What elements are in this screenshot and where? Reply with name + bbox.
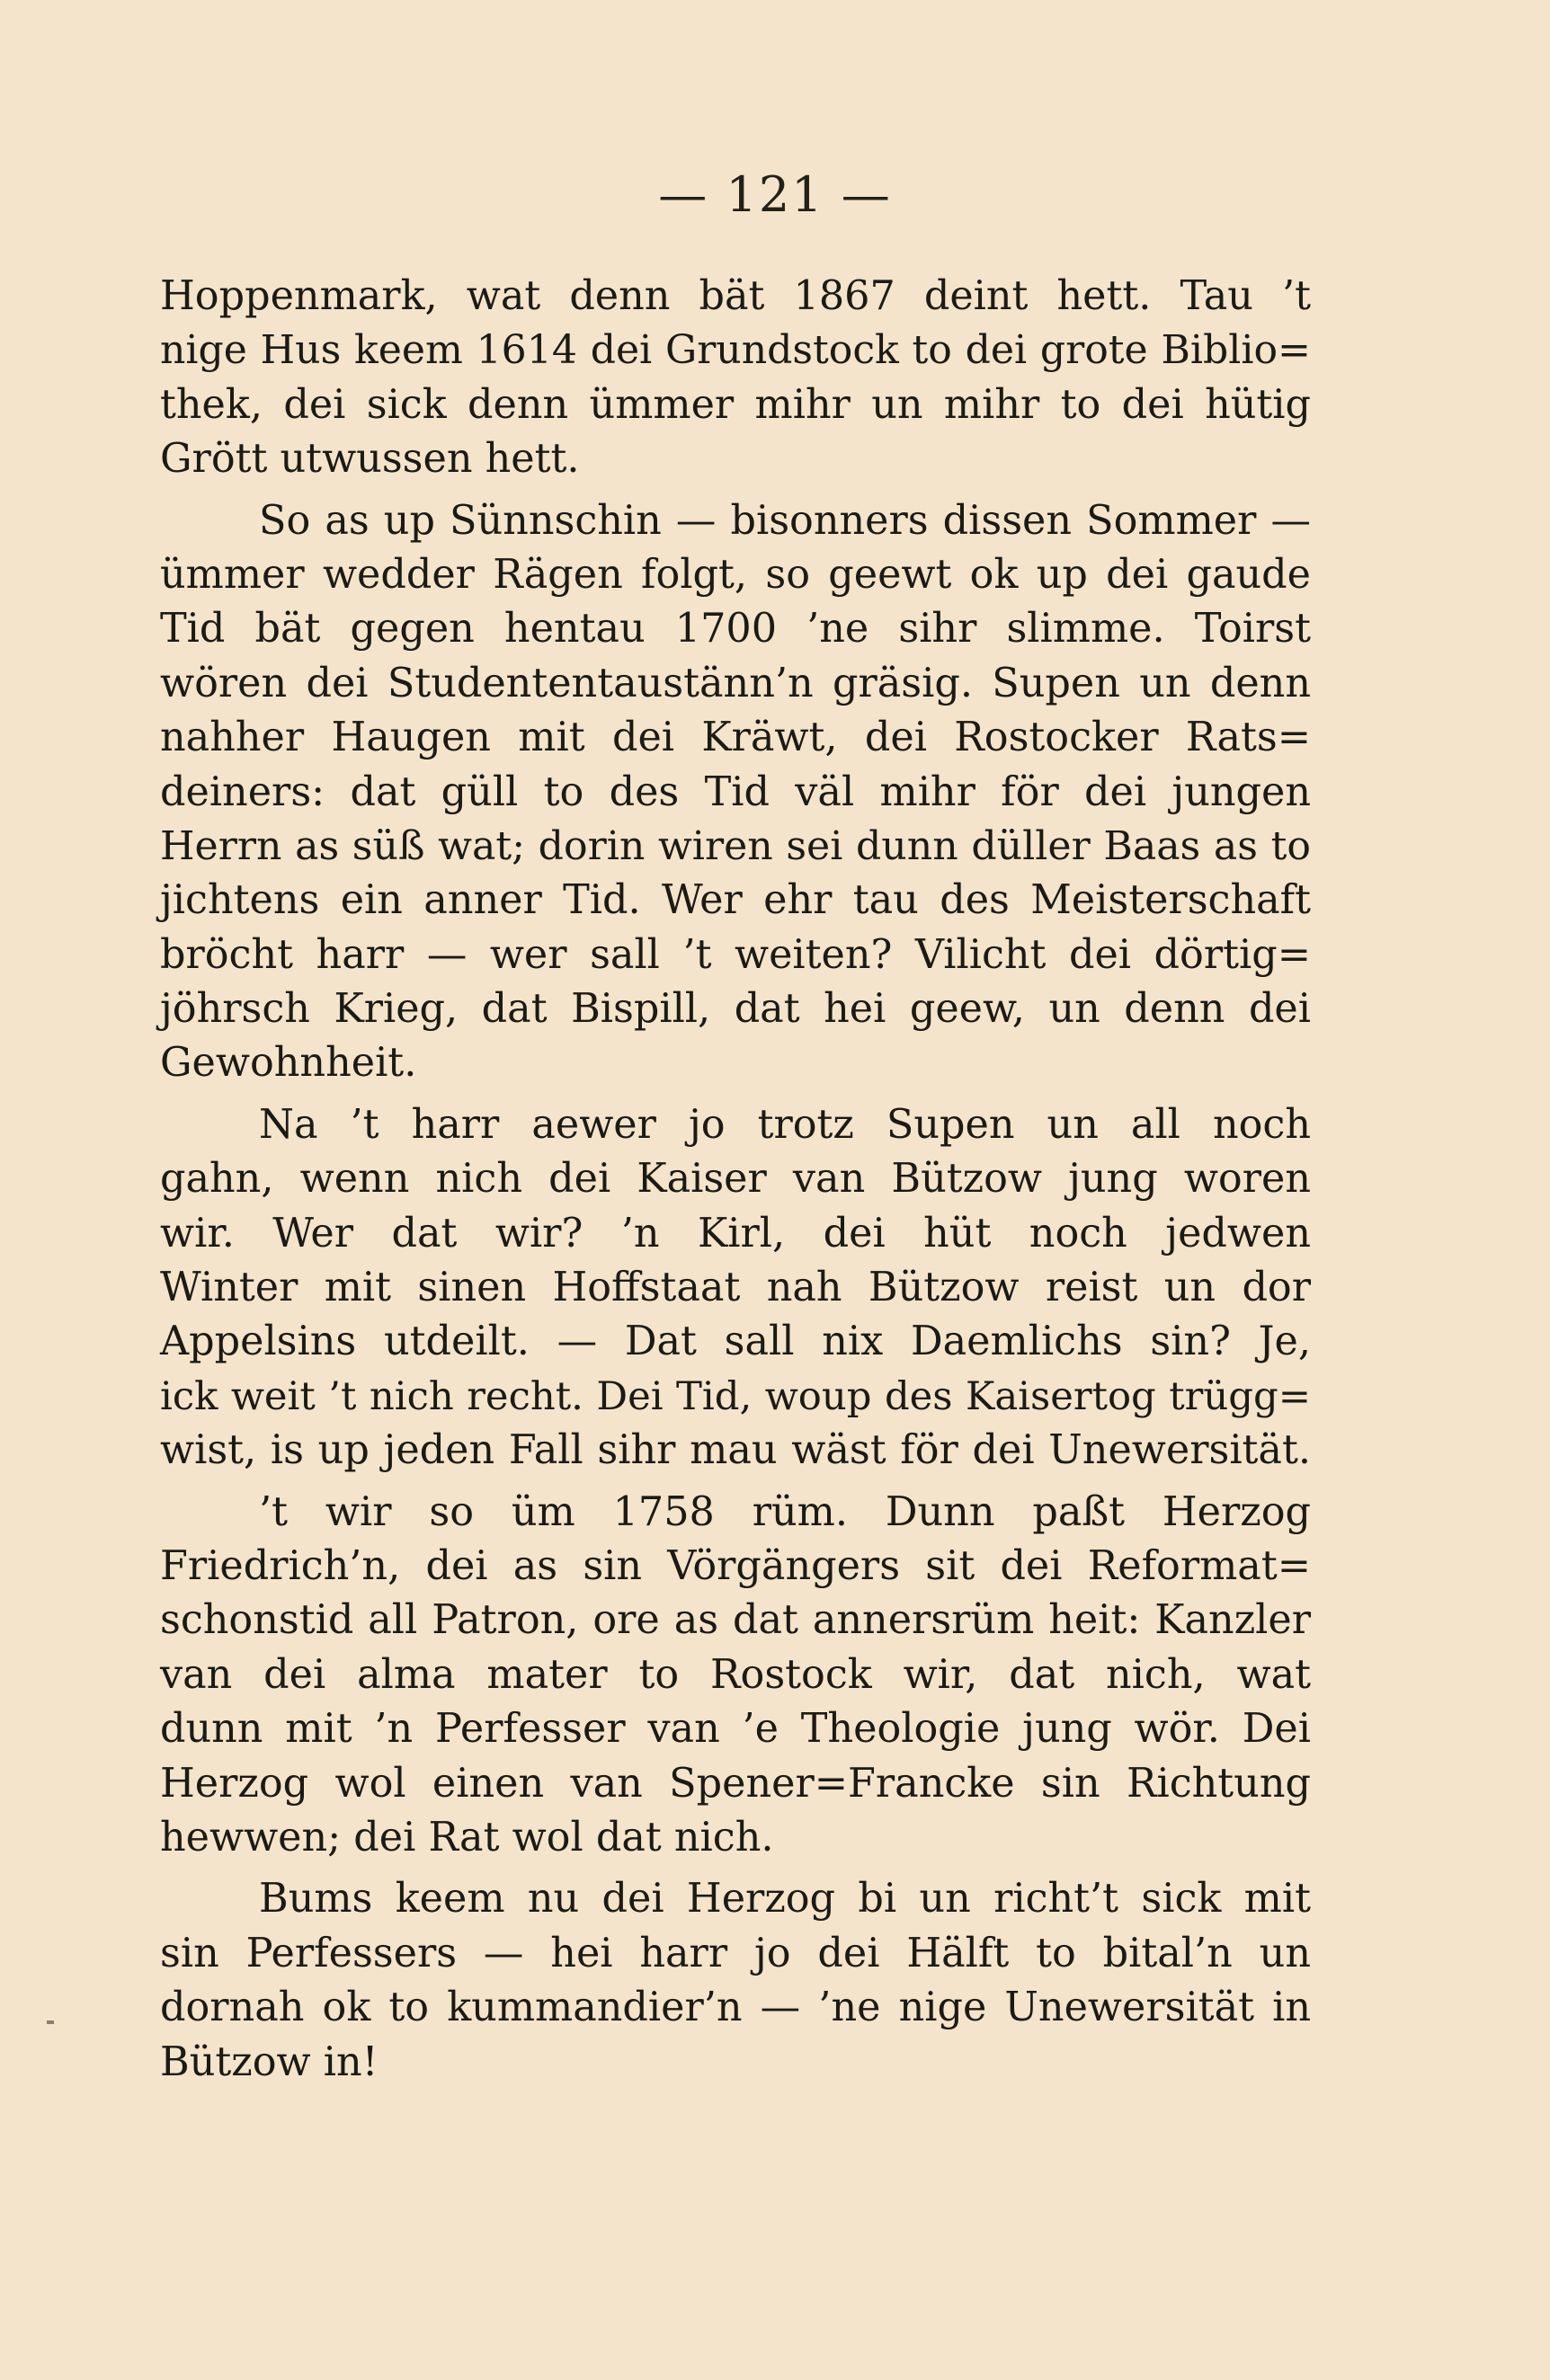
paragraph — [160, 494, 1311, 1091]
text-line: Friedrich’n, dei as sin Vörgängers sit dei Reformat= — [160, 1542, 1311, 1589]
text-line: Appelsins utdeilt. — Dat sall nix Daemlichs sin? Je, — [160, 1319, 1311, 1365]
paragraph — [160, 1486, 1311, 1866]
text-line: thek, dei sick denn ümmer mihr un mihr to dei hütig — [160, 381, 1311, 428]
text-line: Tid bät gegen hentau 1700 ’ne sihr slimme. Toirst — [160, 606, 1311, 653]
paragraph — [160, 1098, 1311, 1479]
text-line: gahn, wenn nich dei Kaiser van Bützow jung woren — [160, 1156, 1311, 1203]
text-line: Winter mit sinen Hoffstaat nah Bützow reist un dor — [160, 1265, 1311, 1311]
text-line: sin Perfessers — hei harr jo dei Hälft to bital’n un — [160, 1930, 1311, 1976]
text-line: Grött utwussen hett. — [160, 436, 580, 483]
text-line: Herzog wol einen van Spener=Francke sin Richtung — [160, 1760, 1311, 1807]
text-line: van dei alma mater to Rostock wir, dat nich, wat — [160, 1651, 1311, 1698]
text-line: wist, is up jeden Fall sihr mau wäst för dei Unewersität. — [160, 1427, 1311, 1474]
text-line: jichtens ein anner Tid. Wer ehr tau des Meisterschaft — [160, 877, 1311, 924]
text-line: schonstid all Patron, ore as dat annersrüm heit: Kanzler — [160, 1597, 1311, 1644]
text-line: wir. Wer dat wir? ’n Kirl, dei hüt noch jedwen — [160, 1210, 1311, 1257]
text-line: ’t wir so üm 1758 rüm. Dunn paßt Herzog — [259, 1488, 1311, 1535]
text-line: deiners: dat güll to des Tid väl mihr för dei jungen — [160, 768, 1311, 815]
text-line: So as up Sünnschin — bisonners dissen Sommer — — [259, 497, 1311, 544]
text-line: ick weit ’t nich recht. Dei Tid, woup des Kaisertog trügg= — [160, 1373, 1311, 1419]
page-number: — 121 — — [658, 166, 892, 223]
text-line: Herrn as süß wat; dorin wiren sei dunn düller Baas as to — [160, 822, 1311, 869]
text-line: jöhrsch Krieg, dat Bispill, dat hei geew, un denn dei — [160, 986, 1311, 1033]
paragraph — [160, 1872, 1311, 2090]
margin-mark — [47, 2020, 54, 2024]
text-line: Gewohnheit. — [160, 1040, 417, 1087]
body-text — [160, 270, 1311, 2097]
text-line: dornah ok to kummandier’n — ’ne nige Unewersität in — [160, 1985, 1311, 2031]
text-line: Na ’t harr aewer jo trotz Supen un all noch — [259, 1101, 1311, 1148]
text-line: wören dei Studententaustänn’n gräsig. Supen un denn — [160, 660, 1311, 706]
text-line: Bums keem nu dei Herzog bi un richt’t sick mit — [259, 1876, 1311, 1923]
text-line: nige Hus keem 1614 dei Grundstock to dei grote Biblio= — [160, 327, 1311, 374]
text-line: hewwen; dei Rat wol dat nich. — [160, 1814, 774, 1860]
text-line: Hoppenmark, wat denn bät 1867 deint hett. Tau ’t — [160, 273, 1311, 319]
text-line: Bützow in! — [160, 2038, 379, 2085]
text-line: ümmer wedder Rägen folgt, so geewt ok up dei gaude — [160, 551, 1311, 598]
text-line: nahher Haugen mit dei Kräwt, dei Rostocker Rats= — [160, 715, 1311, 761]
text-line: bröcht harr — wer sall ’t weiten? Vilicht dei dörtig= — [160, 931, 1311, 978]
paragraph — [160, 270, 1311, 487]
text-line: dunn mit ’n Perfesser van ’e Theologie jung wör. Dei — [160, 1706, 1311, 1753]
